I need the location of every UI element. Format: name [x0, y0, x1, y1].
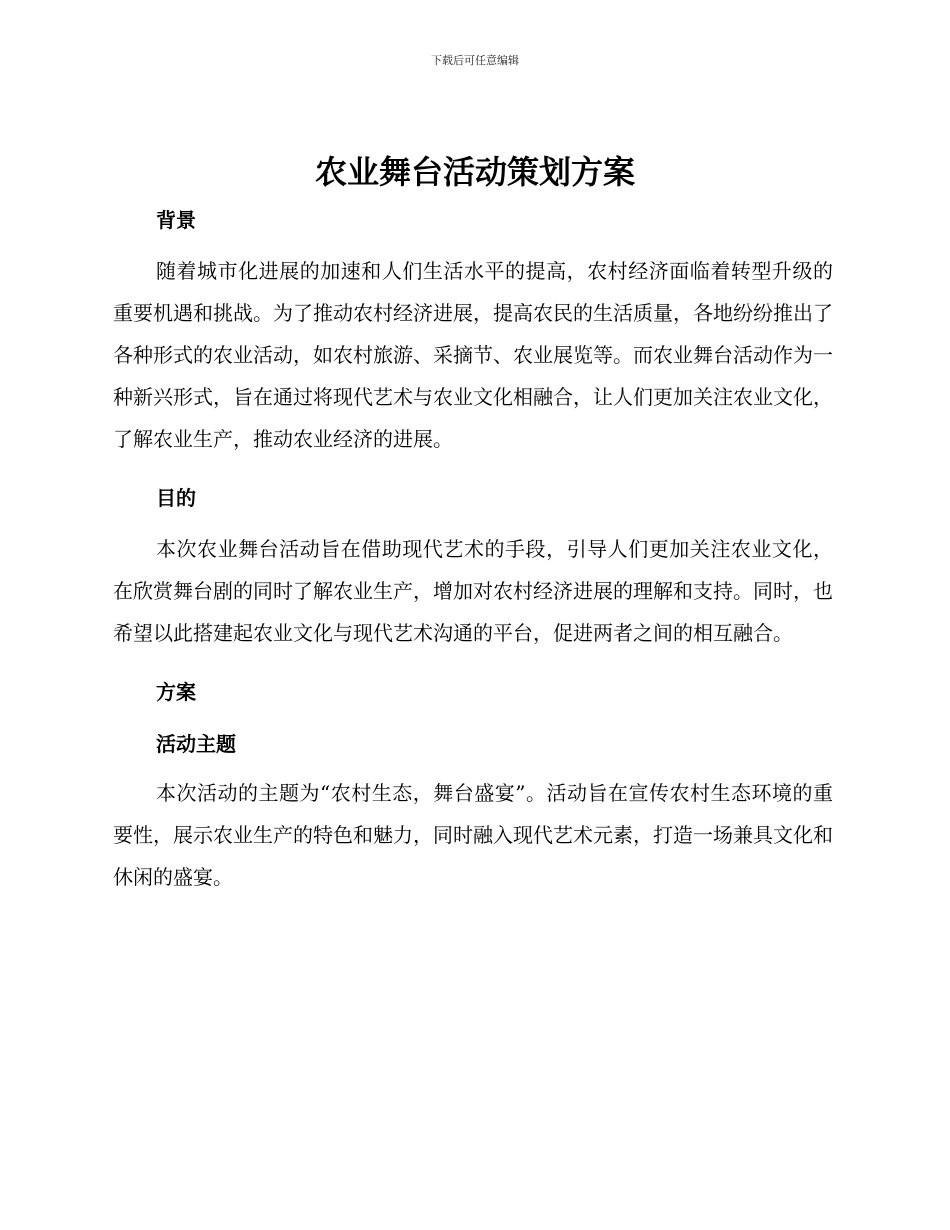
section-heading-purpose: 目的 [156, 486, 196, 510]
document-body [113, 204, 833, 898]
section-paragraph-theme: 本次活动的主题为“农村生态，舞台盛宴”。活动旨在宣传农村生态环境的重要性，展示农业生产的特色和魅力，同时融入现代艺术元素，打造一场兼具文化和休闲的盛宴。 [113, 781, 833, 889]
section-heading-background: 背景 [156, 208, 196, 232]
section-paragraph-background: 随着城市化进展的加速和人们生活水平的提高，农村经济面临着转型升级的重要机遇和挑战。为了推动农村经济进展，提高农民的生活质量，各地纷纷推出了各种形式的农业活动，如农村旅游、采摘节、农业展览等。而农业舞台活动作为一种新兴形式，旨在通过将现代艺术与农业文化相融合，让人们更加关注农业文化，了解农业生产，推动农业经济的进展。 [113, 259, 833, 451]
section-heading-theme: 活动主题 [156, 732, 236, 756]
document-title: 农业舞台活动策划方案 [314, 153, 635, 191]
section-paragraph-purpose: 本次农业舞台活动旨在借助现代艺术的手段，引导人们更加关注农业文化，在欣赏舞台剧的同时了解农业生产，增加对农村经济进展的理解和支持。同时，也希望以此搭建起农业文化与现代艺术沟通的平台，促进两者之间的相互融合。 [113, 537, 833, 645]
header-note: 下载后可任意编辑 [431, 54, 519, 67]
section-heading-plan: 方案 [156, 680, 196, 704]
